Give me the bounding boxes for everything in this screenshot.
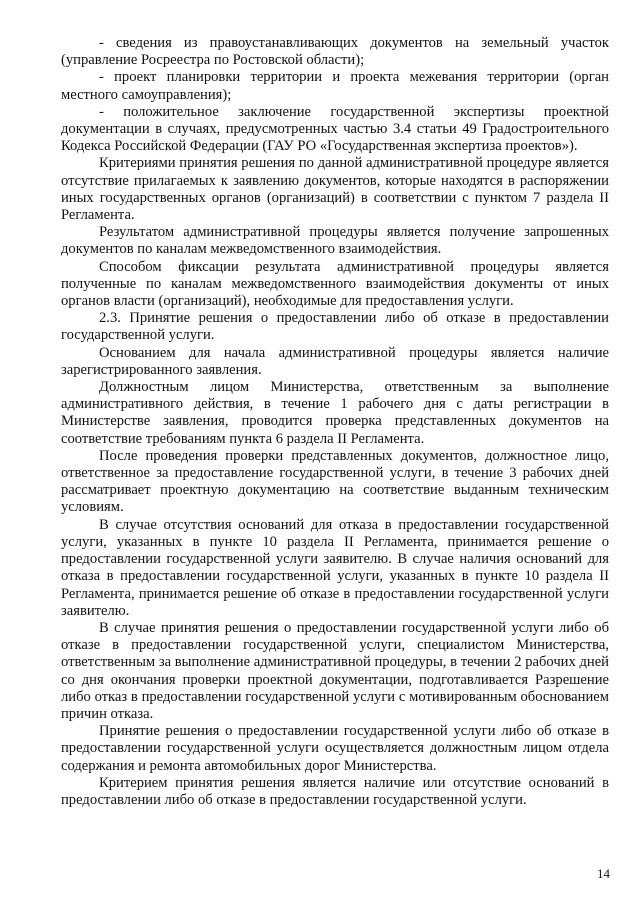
document-body [61, 35, 609, 809]
paragraph-decision-cases: В случае отсутствия оснований для отказа в предоставлении государственной услуги, указанных в пункте 10 раздела II Регламента, принимается решение о предоставлении государственной услуги заявителю. В случае наличия оснований для отказа в предоставлении государственной услуги, указанных в пункте 10 раздела II Регламента, принимается решение об отказе в предоставлении государственной услуги заявителю. [61, 516, 609, 619]
paragraph-procedure-result: Результатом административной процедуры является получение запрошенных документов по каналам межведомственного взаимодействия. [61, 224, 609, 258]
paragraph-document-check: Должностным лицом Министерства, ответственным за выполнение административного действия, в течение 1 рабочего дня с даты регистрации в Министерстве заявления, проводится проверка представленных документов на соответствие требованиям пункта 6 раздела II Регламента. [61, 379, 609, 447]
paragraph-land-documents: - сведения из правоустанавливающих документов на земельный участок (управление Росреестра по Ростовской области); [61, 35, 609, 69]
paragraph-decision-criteria: Критериями принятия решения по данной административной процедуре является отсутствие прилагаемых к заявлению документов, которые находятся в распоряжении иных государственных органов (организаций) в соответствии с пунктом 7 раздела II Регламента. [61, 155, 609, 224]
paragraph-project-review: После проведения проверки представленных документов, должностное лицо, ответственное за предоставление государственной услуги, в течение 3 рабочих дней рассматривает проектную документацию на соответствие выданным техническим условиям. [61, 447, 609, 516]
paragraph-decision-criterion: Критерием принятия решения является наличие или отсутствие оснований в предоставлении либо об отказе в предоставлении государственной услуги. [61, 774, 609, 808]
paragraph-procedure-basis: Основанием для начала административной процедуры является наличие зарегистрированного заявления. [61, 344, 609, 378]
section-heading-2-3: 2.3. Принятие решения о предоставлении либо об отказе в предоставлении государственной услуги. [61, 310, 609, 344]
paragraph-result-fixation: Способом фиксации результата административной процедуры является полученные по каналам межведомственного взаимодействия документы от иных органов власти (организаций), необходимые для предоставления услуги. [61, 258, 609, 310]
paragraph-permit-preparation: В случае принятия решения о предоставлении государственной услуги либо об отказе в предоставлении государственной услуги, специалистом Министерства, ответственным за выполнение административной процедуры, в течении 2 рабочих дней со дня окончания проверки проектной документации, подготавливается Разрешение либо отказ в предоставлении государственной услуги с мотивированным обоснованием причин отказа. [61, 619, 609, 722]
paragraph-territory-planning: - проект планировки территории и проекта межевания территории (орган местного самоуправления); [61, 69, 609, 103]
page-number: 14 [597, 866, 610, 881]
paragraph-decision-authority: Принятие решения о предоставлении государственной услуги либо об отказе в предоставлении государственной услуги осуществляется должностным лицом отдела содержания и ремонта автомобильных дорог Министерства. [61, 723, 609, 774]
paragraph-expert-conclusion: - положительное заключение государственной экспертизы проектной документации в случаях, предусмотренных частью 3.4 статьи 49 Градостроительного Кодекса Российской Федерации (ГАУ РО «Государственная экспертиза проектов»). [61, 103, 609, 155]
